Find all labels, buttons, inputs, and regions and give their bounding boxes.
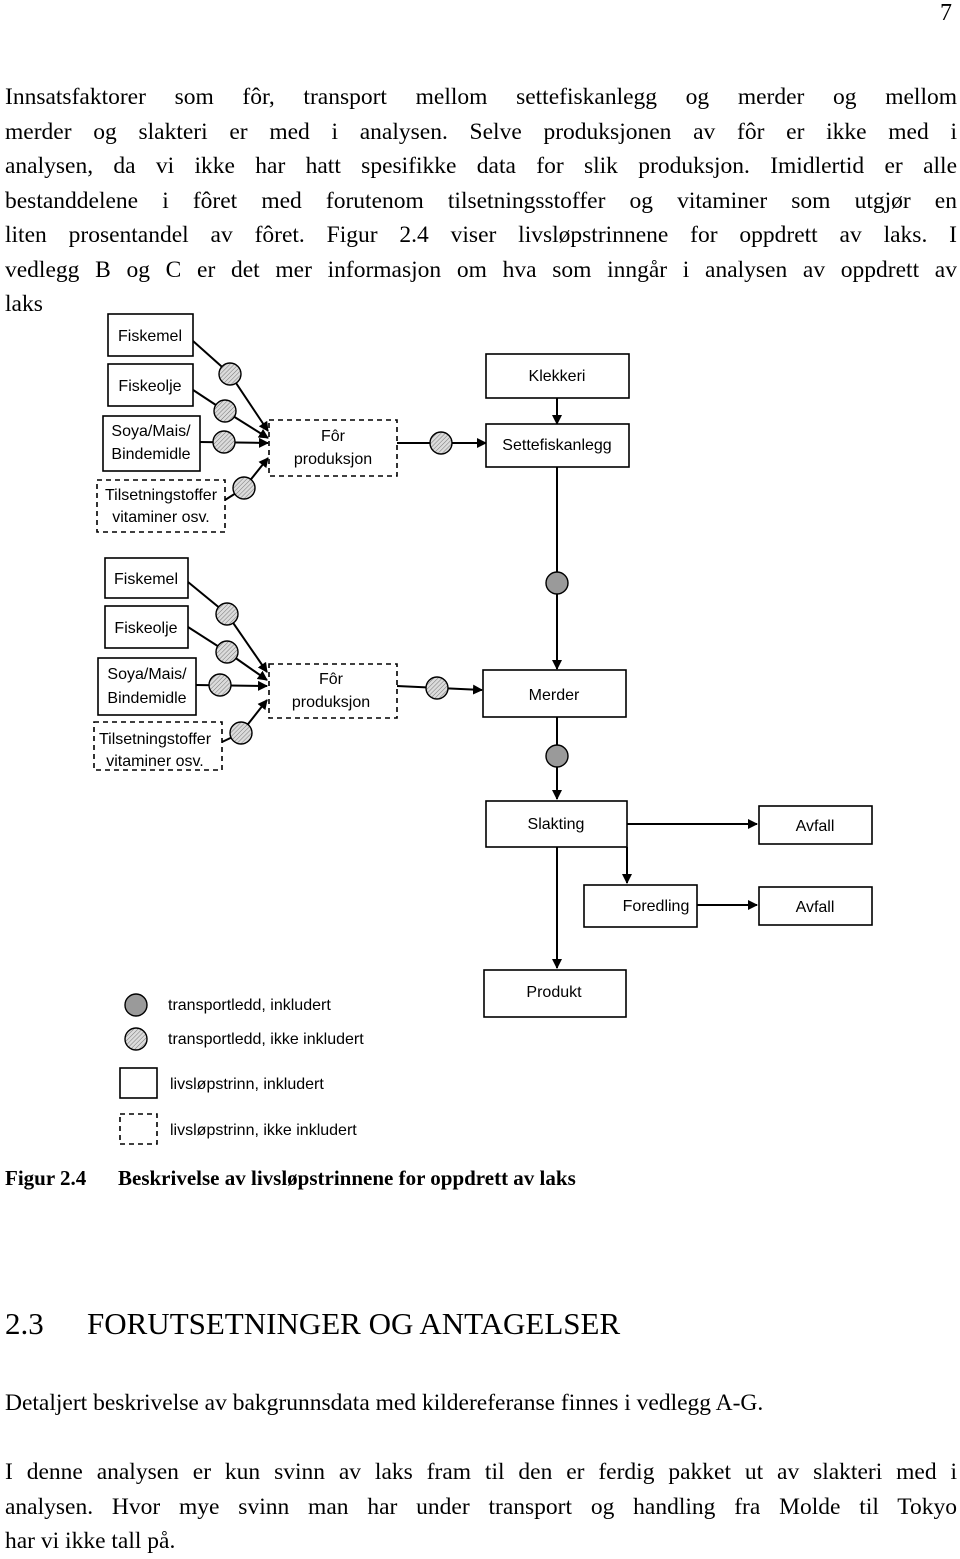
waste-box-2 <box>759 887 872 925</box>
svg-text:Produkt: Produkt <box>526 984 582 1001</box>
input-fiskemel-bottom <box>105 558 188 598</box>
text-line: analysen. Hvor mye svinn man har under transport og handling fra Molde til Tokyo <box>5 1493 957 1520</box>
section-heading <box>5 1306 620 1342</box>
text-line: har vi ikke tall på. <box>5 1528 176 1554</box>
svg-text:produksjon: produksjon <box>293 451 373 468</box>
product-box <box>484 970 626 1017</box>
processing-box <box>584 885 697 927</box>
input-fiskeolje-bottom <box>105 606 188 648</box>
transport-included-icon <box>546 572 568 594</box>
transport-excluded-icon <box>209 674 231 696</box>
legend-stage-excluded-icon <box>120 1114 157 1144</box>
smolt-facility-box <box>486 424 629 467</box>
svg-text:Fôr: Fôr <box>319 671 343 688</box>
legend-transport-included-icon <box>125 994 147 1016</box>
svg-text:vitaminer osv.: vitaminer osv. <box>112 509 210 526</box>
transport-excluded-icon <box>213 431 235 453</box>
svg-text:produksjon: produksjon <box>291 694 371 711</box>
svg-text:Fiskeolje: Fiskeolje <box>118 378 182 395</box>
svg-text:transportledd, ikke inkludert: transportledd, ikke inkludert <box>168 1031 364 1048</box>
svg-text:Tilsetningstoffer: Tilsetningstoffer <box>98 731 212 748</box>
svg-text:Foredling: Foredling <box>622 898 690 915</box>
page-number: 7 <box>940 0 952 26</box>
waste-box-1 <box>759 806 872 844</box>
svg-text:Fôr: Fôr <box>321 428 345 445</box>
svg-text:Avfall: Avfall <box>795 818 835 835</box>
transport-excluded-icon <box>214 400 236 422</box>
svg-text:transportledd, inkludert: transportledd, inkludert <box>168 997 331 1014</box>
svg-text:livsløpstrinn, inkludert: livsløpstrinn, inkludert <box>170 1076 324 1093</box>
legend <box>120 994 364 1144</box>
svg-text:Soya/Mais/: Soya/Mais/ <box>111 423 191 440</box>
sea-cages-box <box>483 670 626 717</box>
svg-text:livsløpstrinn, ikke inkludert: livsløpstrinn, ikke inkludert <box>170 1122 357 1139</box>
figure-number: Figur 2.4 <box>5 1166 87 1190</box>
text-line: vedlegg B og C er det mer informasjon om hva som inngår i analysen av oppdrett av <box>5 256 957 283</box>
input-soya-top <box>103 416 200 471</box>
svg-text:Fiskeolje: Fiskeolje <box>114 620 178 637</box>
text-line: laks <box>5 291 43 317</box>
transport-excluded-icon <box>216 641 238 663</box>
legend-transport-excluded-icon <box>125 1028 147 1050</box>
hatchery-box <box>486 354 629 398</box>
transport-included-icon <box>546 745 568 767</box>
text-line: analysen, da vi ikke har hatt spesifikke data for slik produksjon. Imidlertid er alle <box>5 153 957 179</box>
paragraph-loss <box>5 1455 957 1559</box>
input-fiskeolje-top <box>108 364 193 406</box>
text-line: Innsatsfaktorer som fôr, transport mellom settefiskanlegg og merder og mellom <box>5 84 957 110</box>
text-line: liten prosentandel av fôret. Figur 2.4 viser livsløpstrinnene for oppdrett av laks. I <box>5 222 957 248</box>
input-soya-bottom <box>98 658 196 715</box>
transport-excluded-icon <box>430 432 452 454</box>
text-line: Detaljert beskrivelse av bakgrunnsdata med kildereferanse finnes i vedlegg A-G. <box>5 1390 764 1416</box>
feed-production-top <box>269 420 397 476</box>
input-additives-top <box>97 480 225 532</box>
svg-text:Klekkeri: Klekkeri <box>528 368 586 385</box>
feed-production-bottom <box>269 664 397 718</box>
paragraph-background-data <box>5 1386 957 1421</box>
input-fiskemel-top <box>108 314 193 356</box>
text-line: merder og slakteri er med i analysen. Selve produksjonen av fôr er ikke med i <box>5 118 957 145</box>
svg-text:Bindemidle: Bindemidle <box>111 446 191 463</box>
svg-text:Soya/Mais/: Soya/Mais/ <box>107 666 187 683</box>
svg-text:Tilsetningstoffer: Tilsetningstoffer <box>104 487 218 504</box>
section-number: 2.3 <box>5 1306 44 1341</box>
text-line: I denne analysen er kun svinn av laks fram til den er ferdig pakket ut av slakteri med i <box>5 1459 957 1485</box>
transport-excluded-icon <box>233 477 255 499</box>
transport-excluded-icon <box>216 603 238 625</box>
figure-caption: Beskrivelse av livsløpstrinnene for oppdrett av laks <box>118 1166 576 1190</box>
svg-text:vitaminer osv.: vitaminer osv. <box>106 753 204 770</box>
text-line: bestanddelene i fôret med forutenom tilsetningsstoffer og vitaminer som utgjør en <box>5 187 957 214</box>
svg-text:Bindemidle: Bindemidle <box>107 690 187 707</box>
transport-excluded-icon <box>230 722 252 744</box>
transport-excluded-icon <box>426 677 448 699</box>
input-additives-bottom <box>94 722 222 770</box>
svg-text:Slakting: Slakting <box>527 816 585 833</box>
legend-stage-included-icon <box>120 1068 157 1098</box>
svg-text:Merder: Merder <box>528 687 580 704</box>
svg-text:Fiskemel: Fiskemel <box>117 328 183 345</box>
svg-text:Fiskemel: Fiskemel <box>113 571 179 588</box>
transport-excluded-icon <box>219 363 241 385</box>
svg-text:Settefiskanlegg: Settefiskanlegg <box>502 437 612 454</box>
svg-text:Avfall: Avfall <box>795 899 835 916</box>
section-title: FORUTSETNINGER OG ANTAGELSER <box>87 1306 621 1341</box>
slaughter-box <box>486 801 627 847</box>
